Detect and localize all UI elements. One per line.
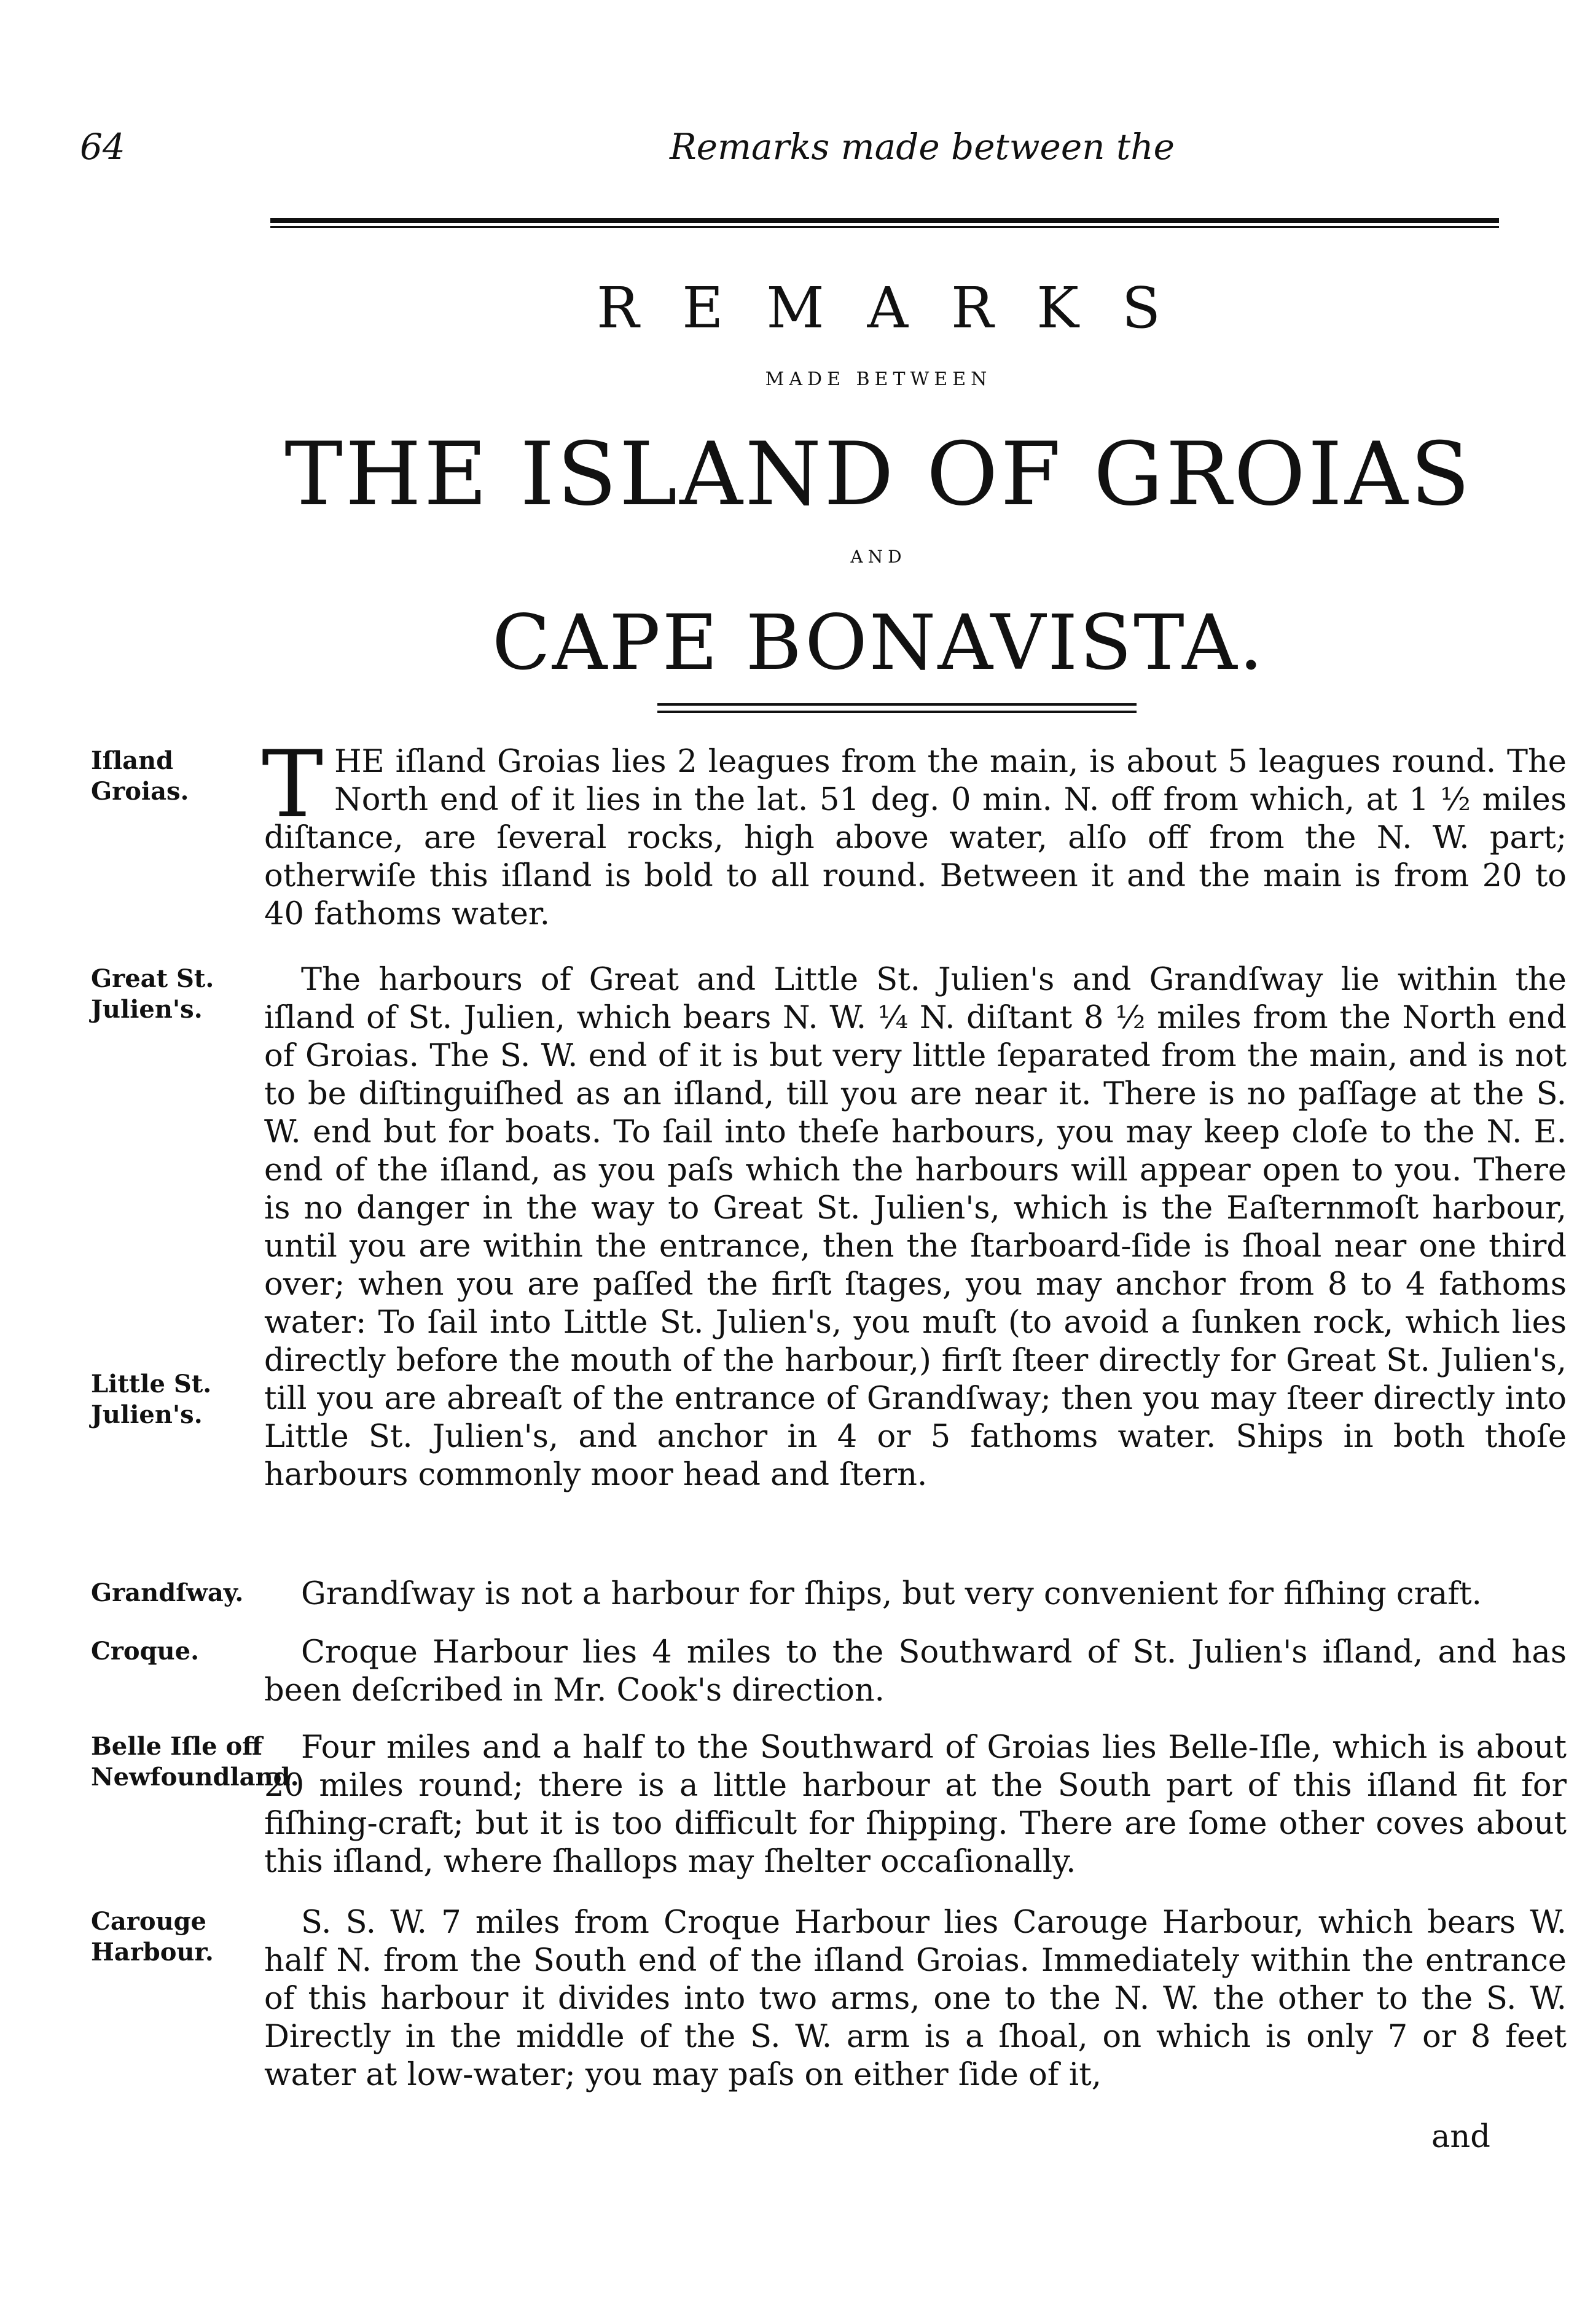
drop-cap: T	[262, 731, 324, 838]
paragraph: Croque Harbour lies 4 miles to the Southward of St. Julien's iſland, and has been deſcribed in Mr. Cook's direction.	[264, 1634, 1567, 1709]
margin-note: Croque.	[91, 1637, 200, 1666]
title-made-between: MADE BETWEEN	[765, 368, 992, 390]
catchword: and	[1431, 2119, 1490, 2155]
paragraph: The harbours of Great and Little St. Julien's and Grandſway lie within the iſland of St. Julien, which bears N. W. ¼ N. diſtant 8 ½ miles from the North end of Groias. The S. W. end of it is but very little ſeparated from the main, and is not to be diſtinguiſhed as an iſland, till you are near it. There is no paſſage at the S. W. end but for boats. To ſail into theſe harbours, you may keep cloſe to the N. E. end of the iſland, as you paſs which the harbours will appear open to you. There is no danger in the way to Great St. Julien's, which is the Eaſternmoſt harbour, until you are within the entrance, then the ſtarboard-ſide is ſhoal near one third over; when you are paſſed the firſt ſtages, you may anchor from 8 to 4 fathoms water: To ſail into Little St. Julien's, you muſt (to avoid a ſunken rock, which lies directly before the mouth of the harbour,) firſt ſteer directly for Great St. Julien's, till you are abreaſt of the entrance of Grandſway; then you may ſteer directly into Little St. Julien's, and anchor in 4 or 5 fathoms water. Ships in both thoſe harbours commonly moor head and ſtern.	[264, 962, 1567, 1493]
margin-note: Grandſway.	[91, 1578, 244, 1607]
header-rule	[270, 218, 1499, 223]
page-number: 64	[80, 126, 125, 168]
paragraph-text: HE iſland Groias lies 2 leagues from the main, is about 5 leagues round. The North end of it lies in the lat. 51 deg. 0 min. N. off from which, at 1 ½ miles diſtance, are ſeveral rocks, high above water, alſo off from the N. W. part; otherwiſe this iſland is bold to all round. Between it and the main is from 20 to 40 fathoms water.	[264, 744, 1567, 932]
running-head	[80, 126, 1511, 181]
paragraph: Four miles and a half to the Southward of Groias lies Belle-Iſle, which is about 20 miles round; there is a little harbour at the South part of this iſland fit for fiſhing-craft; but it is too difficult for ſhipping. There are ſome other coves about this iſland, where ſhallops may ſhelter occaſionally.	[264, 1729, 1567, 1880]
paragraph: Grandſway is not a harbour for ſhips, but very convenient for fiſhing craft.	[301, 1576, 1482, 1612]
title-cape: CAPE BONAVISTA.	[491, 599, 1266, 687]
margin-note: Iſland Groias.	[91, 746, 189, 806]
margin-note: Little St. Julien's.	[91, 1370, 212, 1429]
title-rule	[657, 703, 1137, 713]
title-and: AND	[850, 547, 907, 567]
title-remarks: REMARKS	[596, 275, 1204, 341]
running-title: Remarks made between the	[670, 126, 1175, 168]
title-island: THE ISLAND OF GROIAS	[284, 424, 1473, 525]
margin-note: Carouge Harbour.	[91, 1907, 214, 1967]
margin-note: Belle Iſle off Newfoundland.	[91, 1732, 299, 1792]
paragraph	[262, 731, 1567, 934]
margin-note: Great St. Julien's.	[91, 964, 214, 1024]
paragraph: S. S. W. 7 miles from Croque Harbour lies Carouge Harbour, which bears W. half N. from the South end of the iſland Groias. Immediately within the entrance of this harbour it divides into two arms, one to the N. W. the other to the S. W. Directly in the middle of the S. W. arm is a ſhoal, on which is only 7 or 8 feet water at low-water; you may paſs on either ſide of it,	[264, 1905, 1567, 2093]
